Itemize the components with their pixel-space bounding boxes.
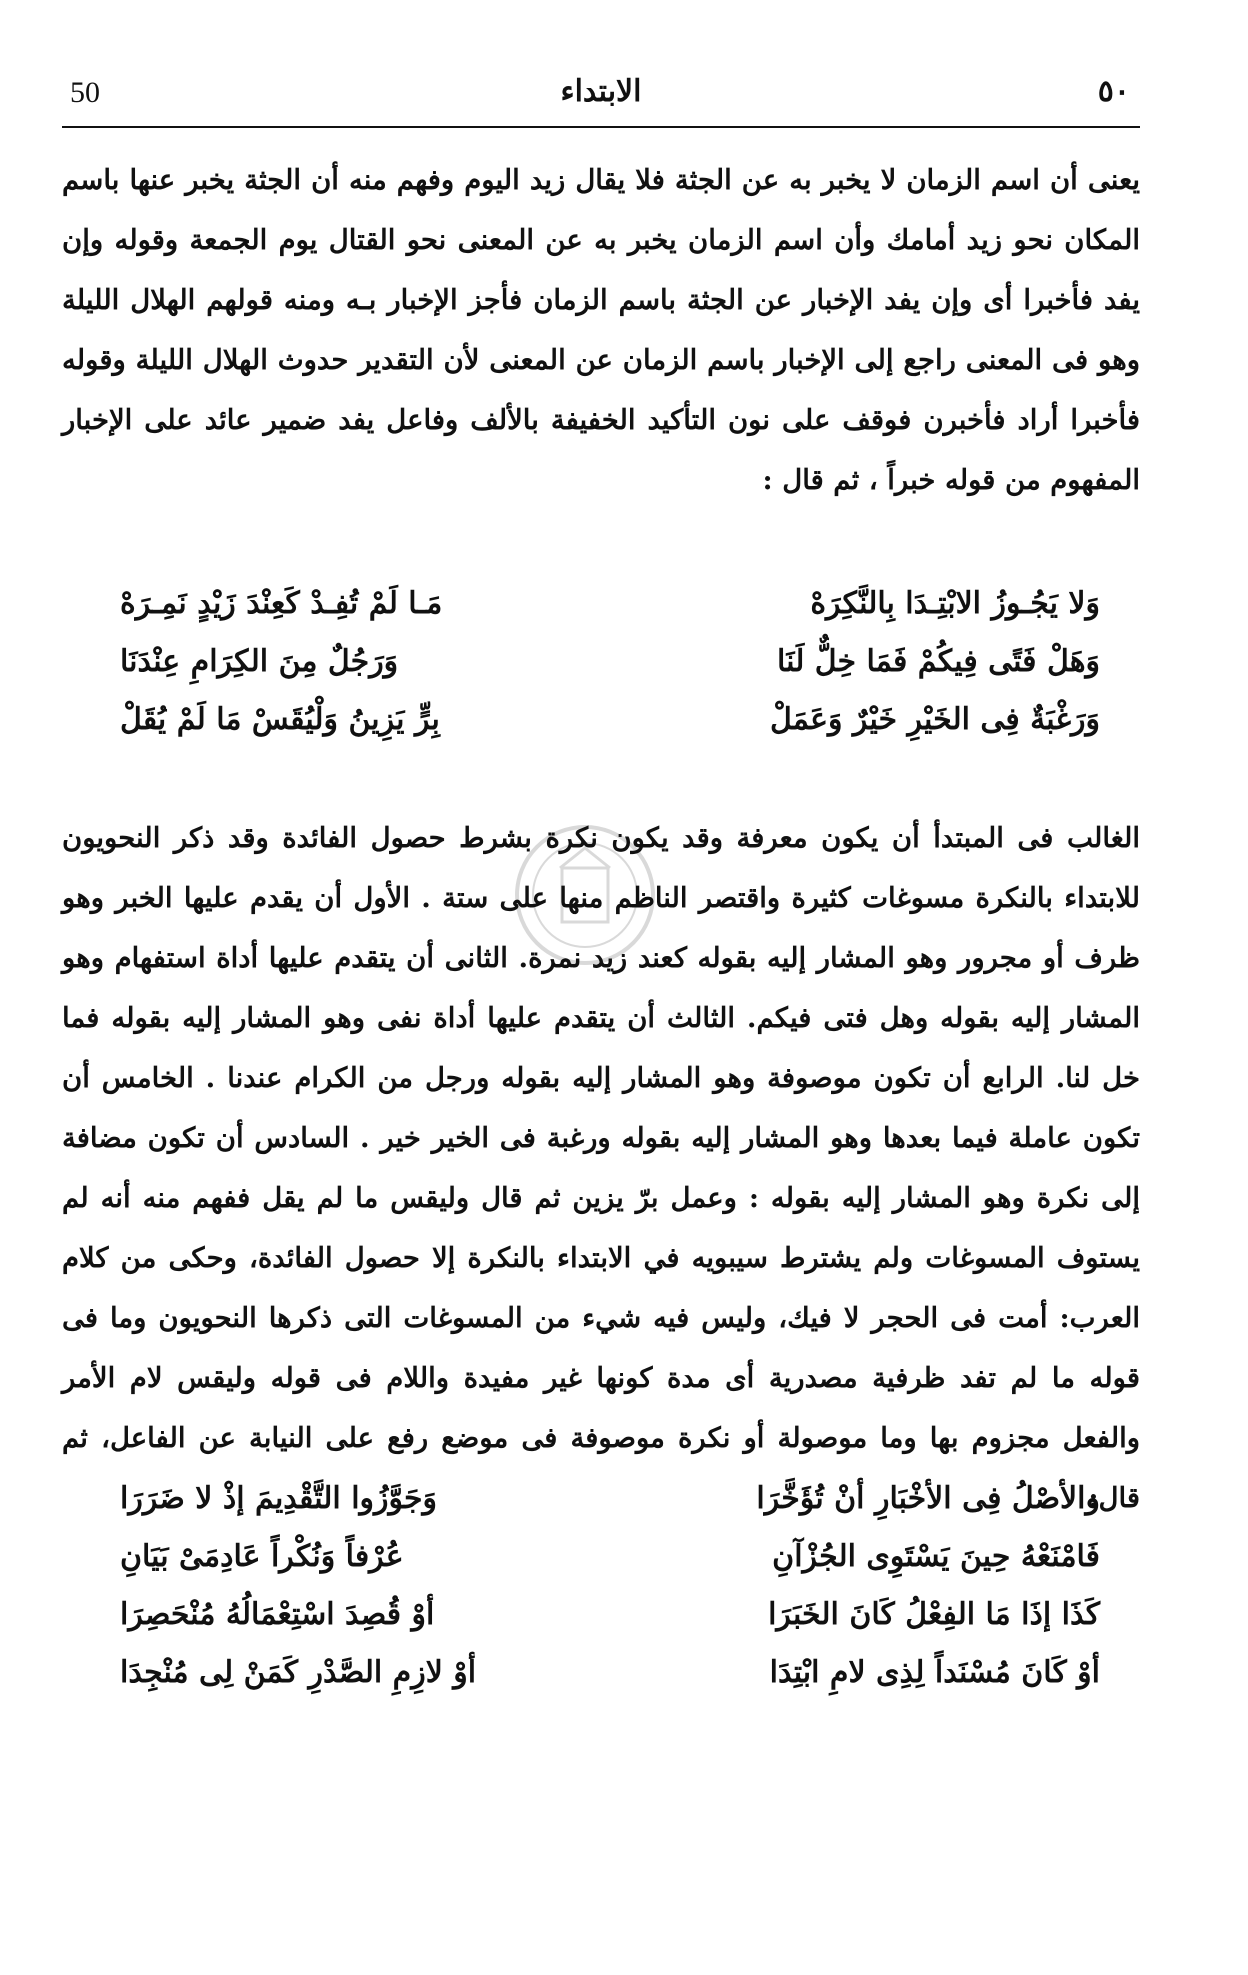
verse-block-2 — [120, 1470, 1100, 1702]
commentary-paragraph-2: الغالب فى المبتدأ أن يكون معرفة وقد يكون نكرة بشرط حصول الفائدة وقد ذكر النحويون للابتداء بالنكرة مسوغات كثيرة واقتصر الناظم منها على ستة . الأول أن يقدم عليها الخبر وهو ظرف أو مجرور وهو المشار إليه بقوله كعند زيد نمرة. الثانى أن يتقدم عليها أداة استفهام وهو المشار إليه بقوله وهل فتى فيكم. الثالث أن يتقدم عليها أداة نفى وهو المشار إليه بقوله فما خل لنا. الرابع أن تكون موصوفة وهو المشار إليه بقوله ورجل من الكرام عندنا . الخامس أن تكون عاملة فيما بعدها وهو المشار إليه بقوله ورغبة فى الخير خير . السادس أن تكون مضافة إلى نكرة وهو المشار إليه بقوله : وعمل برّ يزين ثم قال وليقس ما لم يقل ففهم منه أنه لم يستوف المسوغات ولم يشترط سيبويه في الابتداء بالنكرة إلا حصول الفائدة، وحكى من كلام العرب: أمت فى الحجر لا فيك، وليس فيه شيء من المسوغات التى ذكرها النحويون وما فى قوله ما لم تفد ظرفية مصدرية أى مدة كونها غير مفيدة واللام فى قوله وليقس لام الأمر والفعل مجزوم بها وما موصولة أو نكرة موصوفة فى موضع رفع على النيابة عن الفاعل، ثم قال: — [62, 822, 1140, 1514]
page-header — [62, 70, 1140, 128]
verse-first-hemistich: وَرَغْبَةٌ فِى الخَيْرِ خَيْرٌ وَعَمَلْ — [770, 702, 1100, 737]
verse-line — [120, 1586, 1100, 1644]
verse-first-hemistich: والأصْلُ فِى الأخْبَارِ أنْ تُؤَخَّرَا — [756, 1481, 1100, 1516]
verse-line — [120, 1470, 1100, 1528]
verse-first-hemistich: وَهَلْ فَتًى فِيكُمْ فَمَا خِلٌّ لَنَا — [777, 644, 1100, 679]
commentary-paragraph-1: يعنى أن اسم الزمان لا يخبر به عن الجثة فلا يقال زيد اليوم وفهم منه أن الجثة يخبر عنها باسم المكان نحو زيد أمامك وأن اسم الزمان يخبر به عن المعنى نحو القتال يوم الجمعة وقوله وإن يفد فأخبرا أى وإن يفد الإخبار عن الجثة باسم الزمان فأجز الإخبار بـه ومنه قولهم الهلال الليلة وهو فى المعنى راجع إلى الإخبار باسم الزمان عن المعنى لأن التقدير حدوث الهلال الليلة وقوله فأخبرا أراد فأخبرن فوقف على نون التأكيد الخفيفة بالألف وفاعل يفد ضمير عائد على الإخبار المفهوم من قوله خبراً ، ثم قال : — [62, 164, 1140, 496]
verse-second-hemistich: أوْ قُصِدَ اسْتِعْمَالُهُ مُنْحَصِرَا — [120, 1597, 435, 1632]
verse-line — [120, 1644, 1100, 1702]
verse-second-hemistich: وَرَجُلٌ مِنَ الكِرَامِ عِنْدَنَا — [120, 644, 399, 679]
verse-first-hemistich: فَامْنَعْهُ حِينَ يَسْتَوِى الجُزْآنِ — [772, 1539, 1100, 1574]
verse-line — [120, 575, 1100, 633]
verse-line — [120, 633, 1100, 691]
verse-first-hemistich: وَلا يَجُـوزُ الابْتِـدَا بِالنَّكِرَهْ — [810, 586, 1100, 621]
running-title: الابتداء — [560, 74, 642, 109]
verse-first-hemistich: كَذَا إذَا مَا الفِعْلُ كَانَ الخَبَرَا — [768, 1597, 1100, 1632]
verse-second-hemistich: أوْ لازِمِ الصَّدْرِ كَمَنْ لِى مُنْجِدَا — [120, 1655, 477, 1690]
verse-second-hemistich: مَـا لَمْ تُفِـدْ كَعِنْدَ زَيْدٍ نَمِـرَهْ — [120, 586, 443, 621]
verse-second-hemistich: وَجَوَّزُوا التَّقْدِيمَ إذْ لا ضَرَرَا — [120, 1481, 438, 1516]
verse-line — [120, 691, 1100, 749]
page-number-arabic: ٥٠ — [1097, 74, 1130, 109]
verse-block-1 — [120, 575, 1100, 749]
page-number-latin: 50 — [70, 76, 100, 109]
verse-line — [120, 1528, 1100, 1586]
verse-second-hemistich: عُرْفاً وَنُكْراً عَادِمَىْ بَيَانِ — [120, 1539, 404, 1574]
verse-first-hemistich: أوْ كَانَ مُسْنَداً لِذِى لامِ ابْتِدَا — [769, 1655, 1100, 1690]
verse-second-hemistich: بِرٍّ يَزِينُ وَلْيُقَسْ مَا لَمْ يُقَلْ — [120, 702, 440, 737]
